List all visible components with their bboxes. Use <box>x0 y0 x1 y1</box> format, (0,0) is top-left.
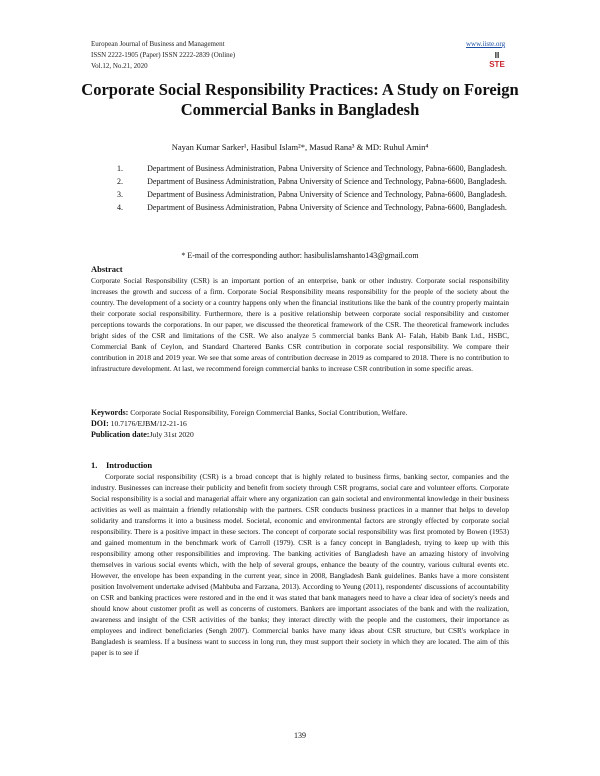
affiliation-item <box>117 176 517 187</box>
keywords-line <box>91 407 509 418</box>
journal-issn: ISSN 2222-1905 (Paper) ISSN 2222-2839 (Online) <box>91 51 236 59</box>
publication-date-label: Publication date: <box>91 430 150 439</box>
svg-text:STE: STE <box>489 60 505 69</box>
author-list: Nayan Kumar Sarker¹, Hasibul Islam²*, Masud Rana³ & MD: Ruhul Amin⁴ <box>171 142 429 152</box>
affiliation-number: 3. <box>117 190 123 199</box>
affiliation-text: Department of Business Administration, Pabna University of Science and Technology, Pabna-6600, Bangladesh. <box>147 164 507 173</box>
journal-url-link[interactable]: www.iiste.org <box>466 40 506 48</box>
keywords-label: Keywords: <box>91 408 129 417</box>
journal-volume: Vol.12, No.21, 2020 <box>91 62 148 70</box>
introduction-body: Corporate social responsibility (CSR) is a broad concept that is highly related to business firms, banking sector, companies and the industry. Businesses can increase their publicity and benefit from society through CSR programs, social care and volunteer efforts. Corporate Social responsibility is a social and managerial affair where any organization can gain societal and environmental knowledge in their business activities as well as maintain a friendly relationship with the partners. CSR conducts business practices in a manner that helps to develop solidarity and transforms it into a business model. Societal, economic and environmental factors are strongly effected by corporate social responsibility. There is a positive impact in these sectors. The concept of corporate social responsibility was first promoted by Bowen (1953) and gained momentum in the benchmark work of Carroll (1979). CSR is a fancy concept in Bangladesh, trying to keep up with this responsibility among other responsibilities and improving. The banking activities of Bangladesh have an amazing history of involving themselves in various social events which, with the help of several groups, enhance the beauty of the country, various cultural events etc. However, the envelope has been expanding in the current year, since in 2008, Bangladesh Bank guidelines. Banks have a more consistent position Involvement undertake advised (Mahbuba and Farzana, 2013). According to Yeung (2011), respondents' discussions of accountability on CSR and banking practices were restored and in the end it was stated that bank managers need to have a clear idea of society's needs and should know about customer profit as well as concerns of customers. Bankers are important associates of the bank and with the realization, awareness and insight of the CSR activities of the banks; they interact directly with the people and the customers, their importance as employees and indirect beneficiaries (Sengh 2007). Commercial banks have many ideas about CSR structure, but CSR's workplace in Bangladesh is seamless. If a business want to success in long run, they must support their society in which they are located. The aim of this paper is to see if <box>91 472 509 657</box>
affiliation-number: 4. <box>117 203 123 212</box>
section-number: 1. <box>91 460 98 470</box>
section-title: Introduction <box>106 460 153 470</box>
affiliation-item <box>117 189 517 200</box>
svg-text:II: II <box>494 51 500 60</box>
corresponding-email: * E-mail of the corresponding author: hasibulislamshanto143@gmail.com <box>181 251 419 260</box>
publication-date-line <box>91 429 509 440</box>
iiste-logo-icon <box>485 49 509 69</box>
publication-date-text: July 31st 2020 <box>149 430 194 439</box>
journal-info <box>91 39 235 72</box>
keywords-text: Corporate Social Responsibility, Foreign Commercial Banks, Social Contribution, Welfare. <box>128 408 408 417</box>
affiliation-list <box>117 163 517 215</box>
page-number: 139 <box>294 731 306 740</box>
introduction-heading <box>91 460 152 471</box>
affiliation-item <box>117 202 517 213</box>
paper-title: Corporate Social Responsibility Practices: A Study on Foreign Commercial Banks in Bangladesh <box>81 80 519 119</box>
abstract-body: Corporate Social Responsibility (CSR) is an important portion of an enterprise, bank or other industry. Corporate social responsibility increases the growth and success of a firm. Corporate Social Responsibility means responsibility for the people of the society about the country. The development of a society or a country happens only when the financial institutions like the bank of the country properly maintain their corporate social responsibility. Furthermore, there is a positive relationship between corporate social responsibility and customer perceptions towards the corporations. In our paper, we discussed the theoretical framework of the CSR. The theoretical framework includes bright sides of the CSR and limitations of the CSR. We also analyze 5 commercial banks Bank Al- Falah, Habib Bank Ltd., HSBC, Commercial Bank of Ceylon, and Standard Chartered Banks CSR contribution in corporate social responsibility. We compare their contribution in 2018 and 2019 year. We see that some areas of contribution decrease in 2019 as compared to 2018. There is no contribution to infrastructure development. At last, we recommend foreign commercial banks to increase CSR contribution in some specific areas. <box>91 276 509 373</box>
journal-name: European Journal of Business and Management <box>91 40 225 48</box>
doi-line <box>91 418 509 429</box>
abstract-heading: Abstract <box>91 264 123 274</box>
doi-text: 10.7176/EJBM/12-21-16 <box>108 419 187 428</box>
affiliation-text: Department of Business Administration, Pabna University of Science and Technology, Pabna-6600, Bangladesh. <box>147 177 507 186</box>
affiliation-number: 2. <box>117 177 123 186</box>
affiliation-text: Department of Business Administration, Pabna University of Science and Technology, Pabna-6600, Bangladesh. <box>147 190 507 199</box>
affiliation-item <box>117 163 517 174</box>
affiliation-number: 1. <box>117 164 123 173</box>
affiliation-text: Department of Business Administration, Pabna University of Science and Technology, Pabna-6600, Bangladesh. <box>147 203 507 212</box>
doi-label: DOI: <box>91 419 109 428</box>
